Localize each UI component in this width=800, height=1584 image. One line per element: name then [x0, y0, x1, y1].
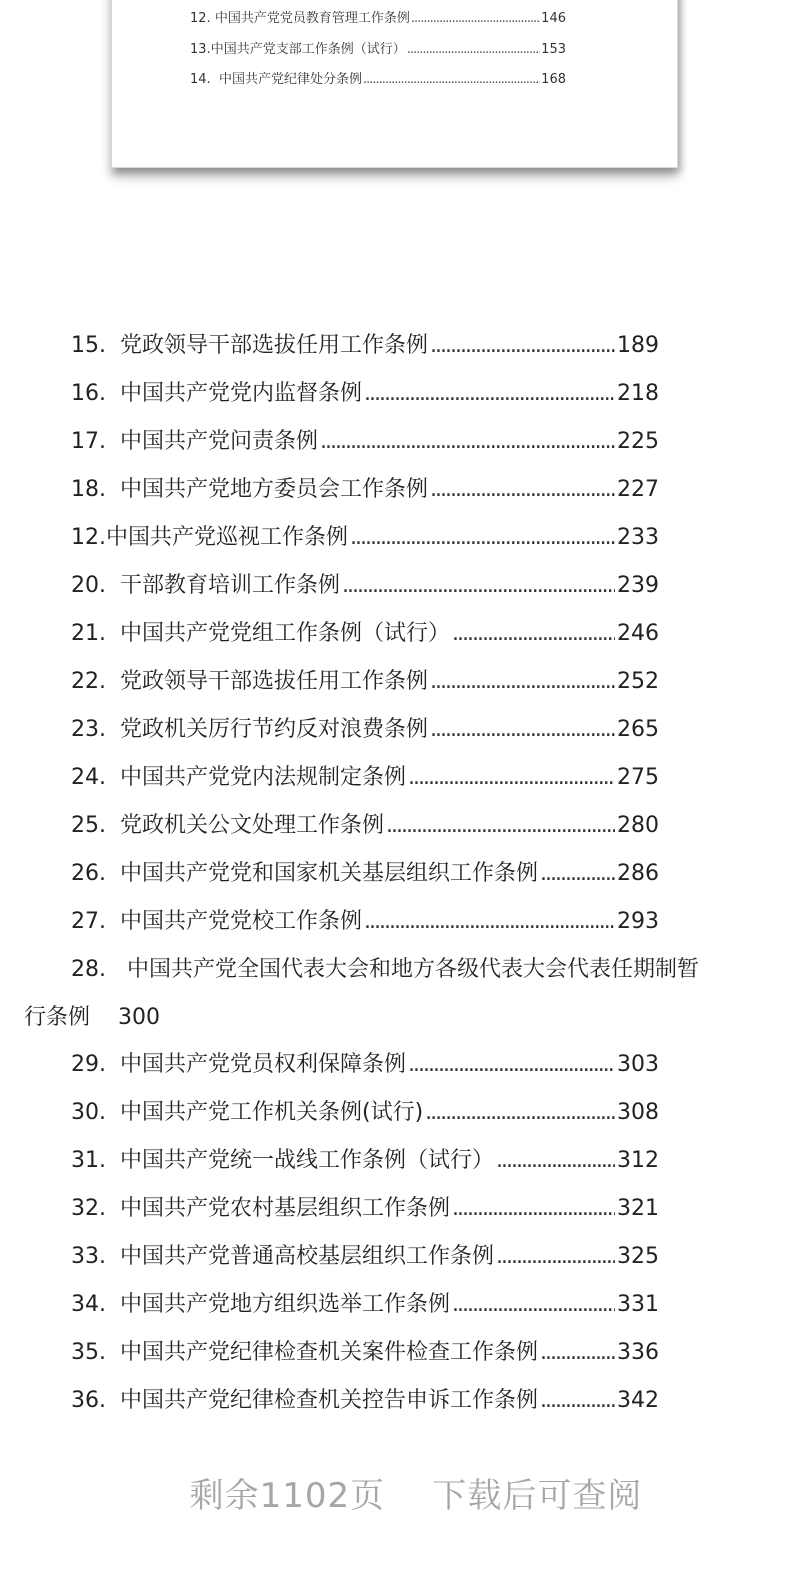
entry-title: 党政机关厉行节约反对浪费条例 [120, 717, 429, 742]
leader-dots [386, 813, 615, 838]
toc-entry [71, 328, 659, 362]
toc-entry [71, 1095, 659, 1129]
entry-page: 325 [617, 1244, 659, 1269]
toc-entry [71, 664, 659, 698]
entry-title: 中国共产党党和国家机关基层组织工作条例 [120, 861, 539, 886]
leader-dots [411, 11, 540, 26]
entry-page: 168 [541, 72, 566, 87]
entry-number: 14. [190, 72, 211, 87]
leader-dots [342, 573, 615, 598]
entry-title: 中国共产党党员权利保障条例 [120, 1052, 407, 1077]
entry-title: 中国共产党工作机关条例(试行) [120, 1100, 424, 1125]
entry-title: 中国共产党问责条例 [120, 429, 319, 454]
entry-page: 280 [617, 813, 659, 838]
entry-title: 中国共产党纪律处分条例 [218, 72, 362, 87]
leader-dots [452, 621, 615, 646]
leader-dots [496, 1148, 615, 1173]
entry-page: 189 [617, 333, 659, 358]
entry-title: 中国共产党纪律检查机关案件检查工作条例 [120, 1340, 539, 1365]
entry-title: 党政领导干部选拔任用工作条例 [120, 669, 429, 694]
entry-number: 12. [190, 11, 211, 26]
toc-entry [71, 1191, 659, 1225]
entry-page: 303 [617, 1052, 659, 1077]
toc-entry [71, 568, 659, 602]
toc-entry [71, 712, 659, 746]
entry-number: 27. [71, 909, 106, 934]
entry-page: 342 [617, 1388, 659, 1413]
toc-entry [71, 1047, 659, 1081]
entry-page: 275 [617, 765, 659, 790]
toc-entry [71, 1287, 659, 1321]
leader-dots [540, 1340, 615, 1365]
entry-page: 218 [617, 381, 659, 406]
entry-page: 321 [617, 1196, 659, 1221]
wrapped-first-line [71, 952, 699, 983]
leader-dots [452, 1196, 615, 1221]
entry-number: 31. [71, 1148, 106, 1173]
entry-page: 146 [541, 11, 566, 26]
entry-title: 中国共产党农村基层组织工作条例 [120, 1196, 451, 1221]
entry-page: 233 [617, 525, 659, 550]
entry-page: 153 [541, 42, 566, 57]
entry-number: 18. [71, 477, 106, 502]
preview-entry [190, 38, 566, 57]
entry-title: 中国共产党纪律检查机关控告申诉工作条例 [120, 1388, 539, 1413]
entry-title-line1: 中国共产党全国代表大会和地方各级代表大会代表任期制暂 [126, 957, 699, 982]
entry-title-line2: 行条例 [24, 1005, 91, 1030]
entry-page: 300 [118, 1005, 160, 1030]
entry-number: 21. [71, 621, 106, 646]
entry-title: 中国共产党党员教育管理工作条例 [214, 11, 410, 26]
entry-title: 中国共产党党组工作条例（试行） [120, 621, 451, 646]
entry-page: 293 [617, 909, 659, 934]
entry-number: 28. [71, 957, 106, 982]
entry-number: 16. [71, 381, 106, 406]
leader-dots [452, 1292, 615, 1317]
entry-page: 239 [617, 573, 659, 598]
leader-dots [364, 909, 615, 934]
leader-dots [430, 669, 615, 694]
remaining-pages-note [0, 1468, 800, 1517]
leader-dots [408, 765, 615, 790]
toc-entry [71, 1239, 659, 1273]
entry-title: 中国共产党党校工作条例 [120, 909, 363, 934]
leader-dots [363, 72, 540, 87]
leader-dots [430, 333, 615, 358]
entry-number: 13. [190, 42, 211, 57]
entry-page: 225 [617, 429, 659, 454]
entry-title: 中国共产党统一战线工作条例（试行） [120, 1148, 495, 1173]
preview-entry [190, 68, 566, 87]
toc-entry [71, 472, 659, 506]
toc-entry [71, 904, 659, 938]
entry-page: 227 [617, 477, 659, 502]
entry-page: 246 [617, 621, 659, 646]
entry-title: 中国共产党普通高校基层组织工作条例 [120, 1244, 495, 1269]
entry-number: 15. [71, 333, 106, 358]
toc-entry [71, 376, 659, 410]
leader-dots [320, 429, 615, 454]
leader-dots [496, 1244, 615, 1269]
entry-page: 286 [617, 861, 659, 886]
entry-number: 30. [71, 1100, 106, 1125]
wrapped-second-line [24, 1000, 160, 1031]
entry-page: 252 [617, 669, 659, 694]
toc-entry [71, 1335, 659, 1369]
entry-title: 党政领导干部选拔任用工作条例 [120, 333, 429, 358]
entry-title: 中国共产党党内监督条例 [120, 381, 363, 406]
entry-page: 336 [617, 1340, 659, 1365]
entry-number: 23. [71, 717, 106, 742]
entry-number: 20. [71, 573, 106, 598]
download-hint: 下载后可查阅 [432, 1476, 643, 1516]
toc-entry [71, 520, 659, 554]
entry-number: 35. [71, 1340, 106, 1365]
leader-dots [350, 525, 615, 550]
entry-title: 中国共产党巡视工作条例 [106, 525, 349, 550]
entry-title: 干部教育培训工作条例 [120, 573, 341, 598]
entry-number: 26. [71, 861, 106, 886]
leader-dots [364, 381, 615, 406]
entry-page: 308 [617, 1100, 659, 1125]
entry-title: 中国共产党地方委员会工作条例 [120, 477, 429, 502]
leader-dots [408, 1052, 615, 1077]
entry-number: 32. [71, 1196, 106, 1221]
entry-number: 29. [71, 1052, 106, 1077]
entry-page: 331 [617, 1292, 659, 1317]
entry-number: 33. [71, 1244, 106, 1269]
leader-dots [540, 1388, 615, 1413]
remaining-pages-count: 剩余1102页 [189, 1476, 386, 1516]
toc-entry [71, 760, 659, 794]
entry-number: 12. [71, 525, 106, 550]
entry-title: 中国共产党支部工作条例（试行） [210, 42, 406, 57]
entry-page: 265 [617, 717, 659, 742]
toc-entry [71, 1143, 659, 1177]
entry-number: 24. [71, 765, 106, 790]
leader-dots [540, 861, 615, 886]
toc-entry [71, 616, 659, 650]
entry-title: 中国共产党党内法规制定条例 [120, 765, 407, 790]
entry-number: 25. [71, 813, 106, 838]
toc-entry [71, 856, 659, 890]
preview-entry [190, 7, 566, 26]
entry-page: 312 [617, 1148, 659, 1173]
leader-dots [407, 42, 540, 57]
toc-entry [71, 424, 659, 458]
leader-dots [430, 717, 615, 742]
entry-title: 中国共产党地方组织选举工作条例 [120, 1292, 451, 1317]
leader-dots [430, 477, 615, 502]
entry-number: 17. [71, 429, 106, 454]
previous-page-preview [111, 0, 678, 168]
toc-entry [71, 1383, 659, 1417]
toc-entry [71, 808, 659, 842]
entry-number: 34. [71, 1292, 106, 1317]
entry-number: 22. [71, 669, 106, 694]
entry-number: 36. [71, 1388, 106, 1413]
leader-dots [425, 1100, 615, 1125]
entry-title: 党政机关公文处理工作条例 [120, 813, 385, 838]
